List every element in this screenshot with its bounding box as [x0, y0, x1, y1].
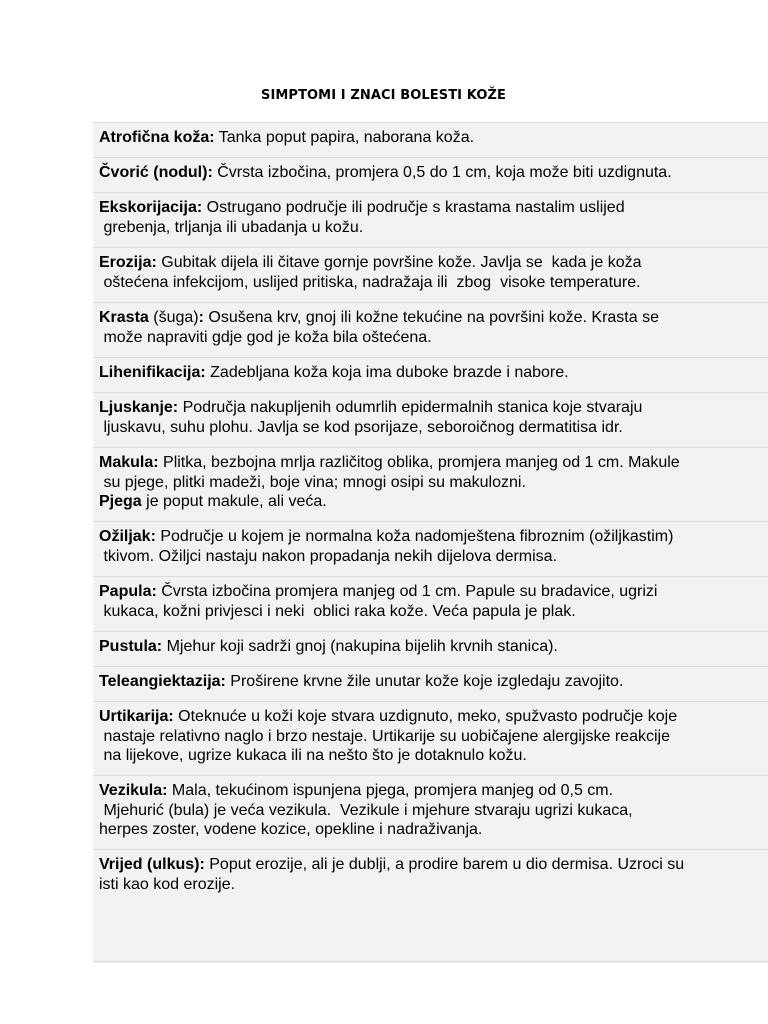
entry-line — [99, 602, 764, 622]
entry-line — [99, 637, 764, 657]
entry-line — [99, 128, 764, 148]
definition-text: Oteknuće u koži koje stvara uzdignuto, meko, spužvasto područje koje — [173, 708, 678, 725]
entry-line — [99, 308, 764, 328]
entry-line — [99, 492, 764, 512]
definition-text: Gubitak dijela ili čitave gornje površine kože. Javlja se kada je koža — [156, 254, 642, 271]
term-label: : — [198, 309, 204, 326]
entry-line — [99, 781, 764, 801]
table-row — [93, 393, 768, 448]
entry-line — [99, 218, 764, 238]
table-row — [93, 776, 768, 850]
term-label: Vezikula: — [99, 782, 168, 799]
entry-line — [99, 875, 764, 895]
entry-line — [99, 801, 764, 821]
table-row — [93, 193, 768, 248]
term-label: Makula: — [99, 454, 159, 471]
definition-text: kukaca, kožni privjesci i neki oblici raka kože. Veća papula je plak. — [99, 602, 576, 620]
entry-line — [99, 328, 764, 348]
entry-line — [99, 527, 764, 547]
definition-text: grebenja, trljanja ili ubadanja u kožu. — [99, 218, 364, 236]
entry-line — [99, 198, 764, 218]
term-label: Ljuskanje: — [99, 399, 179, 416]
definition-text: Zadebljana koža koja ima duboke brazde i nabore. — [205, 364, 569, 381]
definition-text: može napraviti gdje god je koža bila oštećena. — [99, 328, 432, 346]
table-row — [93, 303, 768, 358]
entry-line — [99, 273, 764, 293]
definition-text: Mjehur koji sadrži gnoj (nakupina bijelih krvnih stanica). — [162, 638, 558, 655]
page-title: SIMPTOMI I ZNACI BOLESTI KOŽE — [261, 88, 506, 103]
definition-text: isti kao kod erozije. — [99, 875, 236, 893]
definition-text: herpes zoster, vodene kozice, opekline i nadraživanja. — [99, 821, 483, 838]
entry-line — [99, 672, 764, 692]
table-row — [93, 522, 768, 577]
entry-line — [99, 453, 764, 473]
entry-line — [99, 746, 764, 766]
table-row — [93, 358, 768, 393]
term-label: Pustula: — [99, 638, 163, 655]
term-label: Lihenifikacija: — [99, 364, 206, 381]
definition-text: Čvrsta izbočina promjera manjeg od 1 cm. Papule su bradavice, ugrizi — [156, 583, 658, 600]
entry-line — [99, 855, 764, 875]
entry-line — [99, 547, 764, 567]
entry-line — [99, 582, 764, 602]
definition-text: Područja nakupljenih odumrlih epidermalnih stanica koje stvaraju — [178, 399, 643, 416]
definition-text: oštećena infekcijom, uslijed pritiska, nadražaja ili zbog visoke temperature. — [99, 273, 641, 291]
entry-line — [99, 398, 764, 418]
entry-line — [99, 163, 764, 183]
term-label: Vrijed (ulkus): — [99, 856, 205, 873]
definition-text: Čvrsta izbočina, promjera 0,5 do 1 cm, koja može biti uzdignuta. — [212, 164, 672, 181]
definition-text: Plitka, bezbojna mrlja različitog oblika, promjera manjeg od 1 cm. Makule — [158, 454, 680, 471]
definition-text: na lijekove, ugrize kukaca ili na nešto što je dotaknulo kožu. — [99, 747, 527, 764]
table-row — [93, 248, 768, 303]
definition-text: nastaje relativno naglo i brzo nestaje. Urtikarije su uobičajene alergijske reakcije — [99, 727, 670, 745]
definition-text: Mjehurić (bula) je veća vezikula. Vezikule i mjehure stvaraju ugrizi kukaca, — [99, 801, 633, 819]
definition-text: tkivom. Ožiljci nastaju nakon propadanja nekih dijelova dermisa. — [99, 547, 558, 565]
definition-text: su pjege, plitki madeži, boje vina; mnogi osipi su makulozni. — [99, 473, 526, 491]
definition-text: Ostrugano područje ili područje s krastama nastalim uslijed — [202, 199, 625, 216]
definition-text: Proširene krvne žile unutar kože koje izgledaju zavojito. — [225, 673, 624, 690]
table-row — [93, 123, 768, 158]
glossary-table — [93, 122, 768, 963]
table-row — [93, 448, 768, 522]
term-label: Ožiljak: — [99, 528, 156, 545]
table-row — [93, 850, 768, 962]
definition-text: ljuskavu, suhu plohu. Javlja se kod psorijaze, seboroičnog dermatitisa idr. — [99, 418, 623, 436]
table-row — [93, 667, 768, 702]
entry-line — [99, 363, 764, 383]
table-row — [93, 577, 768, 632]
term-label: Atrofična koža: — [99, 129, 215, 146]
definition-text: Osušena krv, gnoj ili kožne tekućine na površini kože. Krasta se — [203, 309, 659, 326]
definition-text: Područje u kojem je normalna koža nadomještena fibroznim (ožiljkastim) — [155, 528, 674, 545]
entry-line — [99, 820, 764, 840]
term-label: Urtikarija: — [99, 708, 174, 725]
table-row — [93, 158, 768, 193]
term-label: Krasta — [99, 309, 149, 326]
term-label: Čvorić (nodul): — [99, 164, 213, 181]
definition-text: je poput makule, ali veća. — [141, 493, 327, 510]
table-row — [93, 632, 768, 667]
entry-line — [99, 253, 764, 273]
term-label: Papula: — [99, 583, 157, 600]
entry-line — [99, 727, 764, 747]
term-label: Pjega — [99, 493, 142, 510]
entry-line — [99, 707, 764, 727]
definition-text: (šuga) — [148, 309, 199, 326]
term-label: Teleangiektazija: — [99, 673, 226, 690]
term-label: Ekskorijacija: — [99, 199, 203, 216]
entry-line — [99, 418, 764, 438]
entry-line — [99, 473, 764, 493]
definition-text: Poput erozije, ali je dublji, a prodire barem u dio dermisa. Uzroci su — [204, 856, 685, 873]
definition-text: Tanka poput papira, naborana koža. — [214, 129, 475, 146]
table-row — [93, 702, 768, 776]
definition-text: Mala, tekućinom ispunjena pjega, promjera manjeg od 0,5 cm. — [167, 782, 614, 799]
term-label: Erozija: — [99, 254, 157, 271]
